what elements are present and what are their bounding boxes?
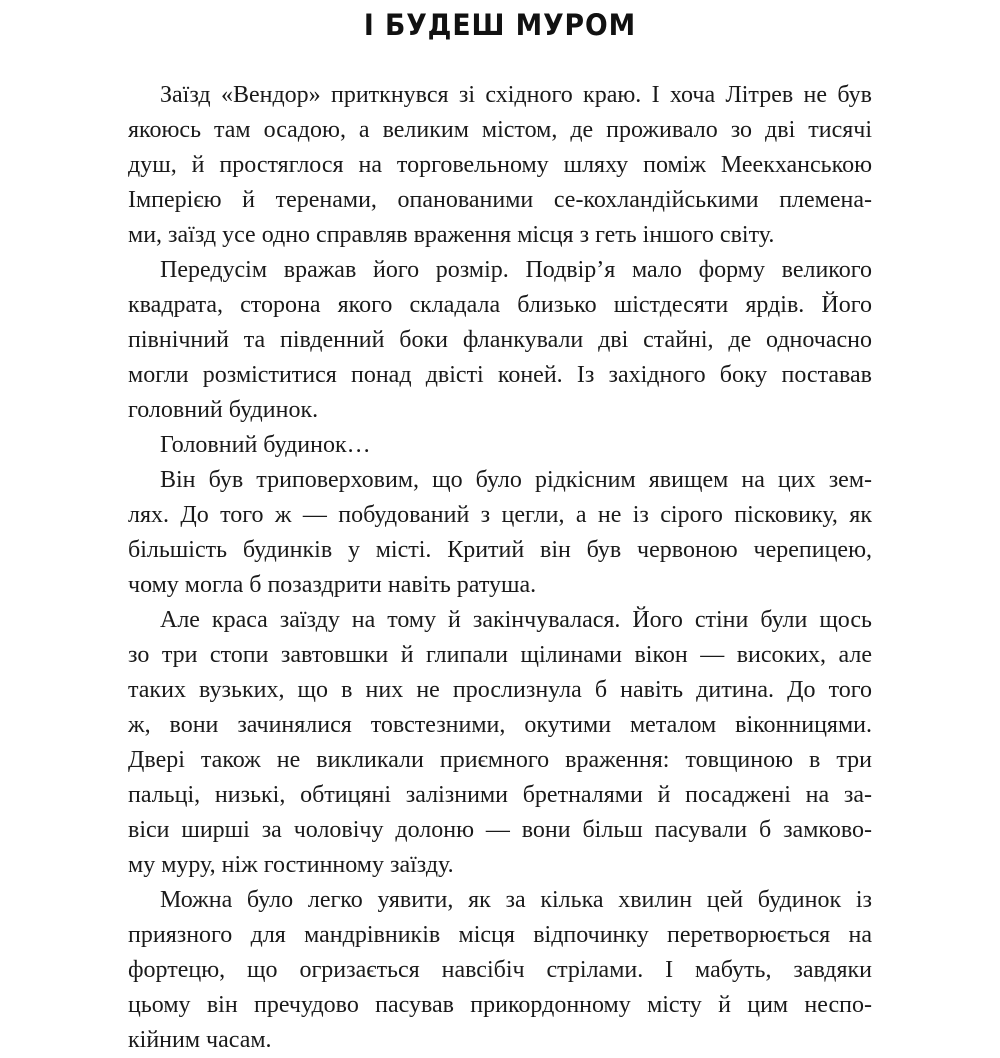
text-line: приязного для мандрівників місця відпочинку перетворюється на xyxy=(128,922,872,948)
text-line: душ, й простяглося на торговельному шляху поміж Меекханською xyxy=(128,152,872,178)
text-line: квадрата, сторона якого складала близько шістдесяти ярдів. Його xyxy=(128,292,872,318)
text-line: Він був триповерховим, що було рідкісним явищем на цих зем- xyxy=(160,467,872,493)
text-line: головний будинок. xyxy=(128,397,319,423)
text-line: Імперією й теренами, опанованими се-кохландійськими племена- xyxy=(128,187,872,213)
paragraph xyxy=(128,253,872,428)
text-line: му муру, ніж гостинному заїзду. xyxy=(128,852,454,878)
text-line: Двері також не викликали приємного враження: товщиною в три xyxy=(128,747,872,773)
text-line: таких вузьких, що в них не прослизнула б навіть дитина. До того xyxy=(128,677,872,703)
text-line: цьому він пречудово пасував прикордонному місту й цим неспо- xyxy=(128,992,872,1018)
paragraph xyxy=(128,603,872,883)
text-line: зо три стопи завтовшки й глипали щілинами вікон — високих, але xyxy=(128,642,872,668)
body-text xyxy=(128,78,872,1058)
text-line: ж, вони зачинялися товстезними, окутими металом віконницями. xyxy=(128,712,872,738)
paragraph xyxy=(128,78,872,253)
text-line: лях. До того ж — побудований з цегли, а не із сірого пісковику, як xyxy=(128,502,872,528)
text-line: Головний будинок… xyxy=(160,432,371,458)
chapter-title: І БУДЕШ МУРОМ xyxy=(363,8,637,42)
text-line: Можна було легко уявити, як за кілька хвилин цей будинок із xyxy=(160,887,872,913)
text-line: Передусім вражав його розмір. Подвір’я мало форму великого xyxy=(160,257,872,283)
text-line: Але краса заїзду на тому й закінчувалася. Його стіни були щось xyxy=(160,607,872,633)
text-line: більшість будинків у місті. Критий він був червоною черепицею, xyxy=(128,537,872,563)
paragraph xyxy=(128,428,872,463)
text-line: якоюсь там осадою, а великим містом, де проживало зо дві тисячі xyxy=(128,117,872,143)
text-line: віси ширші за чоловічу долоню — вони більш пасували б замково- xyxy=(128,817,872,843)
text-line: ми, заїзд усе одно справляв враження місця з геть іншого світу. xyxy=(128,222,775,248)
text-line: чому могла б позаздрити навіть ратуша. xyxy=(128,572,537,598)
text-line: могли розміститися понад двісті коней. Із західного боку поставав xyxy=(128,362,872,388)
text-line: пальці, низькі, обтицяні залізними бретналями й посаджені на за- xyxy=(128,782,872,808)
text-line: північний та південний боки фланкували дві стайні, де одночасно xyxy=(128,327,872,353)
text-line: фортецю, що огризається навсібіч стрілами. І мабуть, завдяки xyxy=(128,957,872,983)
text-line: кійним часам. xyxy=(128,1027,272,1053)
paragraph xyxy=(128,883,872,1058)
paragraph xyxy=(128,463,872,603)
text-line: Заїзд «Вендор» приткнувся зі східного краю. І хоча Літрев не був xyxy=(160,82,872,108)
